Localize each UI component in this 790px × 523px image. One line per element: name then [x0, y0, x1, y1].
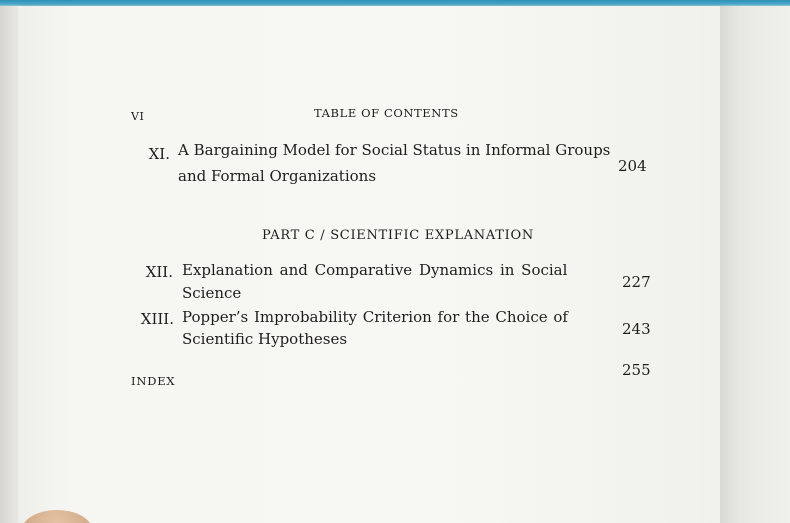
chapter-title-line: A Bargaining Model for Social Status in Informal Groups: [178, 141, 611, 159]
part-heading: PART C / SCIENTIFIC EXPLANATION: [262, 228, 534, 243]
left-page-edge: [0, 6, 18, 523]
toc-page-number: 255: [622, 361, 651, 379]
toc-page-number: 227: [622, 273, 651, 291]
index-label: INDEX: [131, 374, 176, 388]
page-number-roman: VI: [131, 110, 145, 123]
chapter-number: XI.: [148, 145, 170, 163]
chapter-title-line: Popper’s Improbability Criterion for the Choice of: [182, 308, 568, 326]
chapter-number: XII.: [145, 263, 173, 281]
chapter-title-line: Scientific Hypotheses: [182, 330, 348, 348]
chapter-title-line: Science: [182, 284, 242, 302]
chapter-number: XIII.: [140, 310, 174, 328]
toc-page-number: 204: [618, 157, 647, 175]
chapter-title-line: Explanation and Comparative Dynamics in Social: [182, 261, 568, 279]
chapter-title-line: and Formal Organizations: [178, 167, 377, 185]
toc-page-number: 243: [622, 320, 651, 338]
page-stack-edge: [720, 6, 790, 523]
running-header: TABLE OF CONTENTS: [314, 106, 459, 120]
